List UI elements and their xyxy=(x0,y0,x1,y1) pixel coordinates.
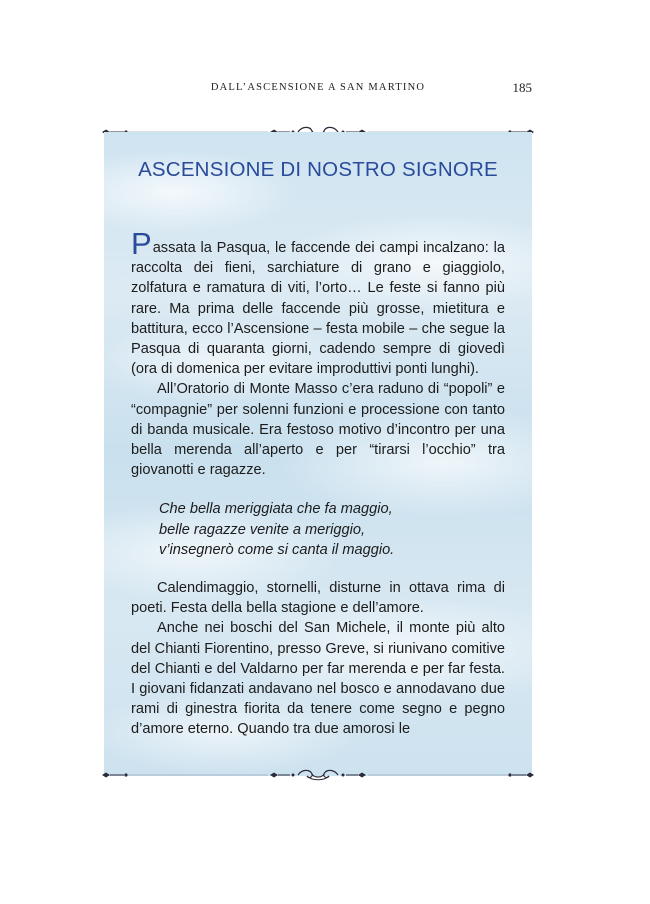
verse-line: belle ragazze venite a meriggio, xyxy=(159,521,366,538)
text-panel xyxy=(104,132,532,776)
paragraph-1-text: assata la Pasqua, le faccende dei campi incalzano: la raccolta dei fieni, sarchiature di grano e giaggiolo, zolfatura e ramatura di viti, l’orto… Le feste si fanno più rare. Ma prima delle faccende più grosse, mietitura e battitura, ecco l’Ascensione – festa mobile – che segue la Pasqua di quaranta giorni, cadendo sempre di giovedì (ora di domenica per evitare improduttivi ponti lunghi). xyxy=(131,240,505,378)
verse-line: Che bella meriggiata che fa maggio, xyxy=(159,501,393,518)
flourish-ornament-icon xyxy=(100,768,536,782)
paragraph-2: All’Oratorio di Monte Masso c’era raduno di “popoli” e “compagnie” per solenni funzioni e processione con tanto di banda musicale. Era festoso motivo d’incontro per una bella merenda all’aperto e per “tirarsi l’occhio” tra giovanotti e ragazze. xyxy=(131,381,505,479)
verse-line: v’insegnerò come si canta il maggio. xyxy=(159,541,395,558)
paragraph-4: Anche nei boschi del San Michele, il monte più alto del Chianti Fiorentino, presso Greve, si riunivano comitive del Chianti e del Valdarno per far merenda e per far festa. I giovani fidanzati andavano nel bosco e annodavano due rami di ginestra fiorita da tenere come segno e pegno d’amore eterno. Quando tra due amorosi le xyxy=(131,620,505,738)
bottom-ornament-rule xyxy=(100,768,536,782)
running-title: DALL’ASCENSIONE A SAN MARTINO xyxy=(210,82,426,93)
running-head xyxy=(104,82,532,98)
verse-block xyxy=(159,499,505,560)
paragraph-3: Calendimaggio, stornelli, disturne in ottava rima di poeti. Festa della bella stagione e dell’amore. xyxy=(131,580,505,617)
body-text xyxy=(131,226,505,740)
paragraph-1 xyxy=(131,226,505,379)
drop-cap: P xyxy=(131,226,152,261)
page-number: 185 xyxy=(512,80,532,95)
chapter-title: ASCENSIONE DI NOSTRO SIGNORE xyxy=(138,158,498,181)
